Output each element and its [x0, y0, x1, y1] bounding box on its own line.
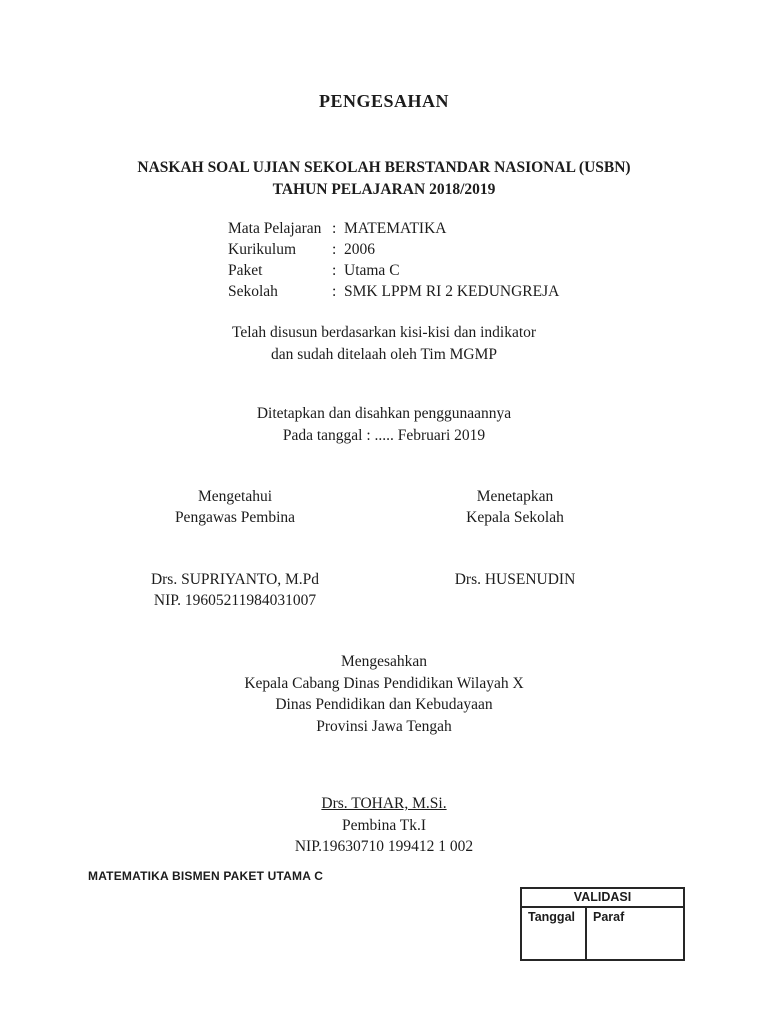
signatory-right-role-1: Menetapkan — [476, 488, 554, 505]
endorsement-line-3: Provinsi Jawa Tengah — [316, 717, 452, 735]
endorsement-line-2: Dinas Pendidikan dan Kebudayaan — [275, 696, 493, 713]
endorsement-line-1: Kepala Cabang Dinas Pendidikan Wilayah X — [244, 674, 524, 692]
validation-table-body — [522, 908, 683, 959]
endorser-rank: Pembina Tk.I — [341, 816, 427, 834]
validation-cell-tanggal: Tanggal — [522, 908, 587, 959]
signatory-left — [85, 486, 385, 611]
decree-block — [0, 403, 768, 446]
endorser-name: Drs. TOHAR, M.Si. — [321, 795, 447, 812]
metadata-value: 2006 — [344, 241, 375, 258]
metadata-label: Sekolah — [228, 283, 278, 300]
metadata-row-sekolah — [228, 281, 559, 302]
endorser-nip: NIP.19630710 199412 1 002 — [294, 838, 474, 855]
metadata-separator: : — [332, 220, 337, 237]
signatory-right-name: Drs. HUSENUDIN — [454, 571, 576, 588]
endorsement-block — [0, 651, 768, 737]
document-title: PENGESAHAN — [318, 91, 449, 111]
heading-line-2: TAHUN PELAJARAN 2018/2019 — [272, 181, 496, 198]
signatory-right-role-2: Kepala Sekolah — [466, 509, 564, 526]
statement-line-1: Telah disusun berdasarkan kisi-kisi dan indikator — [231, 324, 537, 341]
statement-block — [0, 322, 768, 365]
signatory-left-name: Drs. SUPRIYANTO, M.Pd — [150, 571, 320, 588]
signatory-left-nip: NIP. 19605211984031007 — [153, 592, 317, 609]
decree-line-1: Ditetapkan dan disahkan penggunaannya — [256, 405, 512, 422]
decree-line-2: Pada tanggal : ..... Februari 2019 — [282, 426, 486, 444]
signatory-right — [380, 486, 650, 590]
metadata-value: MATEMATIKA — [344, 220, 447, 237]
signatory-left-role-2: Pengawas Pembina — [174, 509, 296, 526]
metadata-label: Paket — [228, 262, 263, 279]
validation-table — [520, 887, 685, 961]
metadata-separator: : — [332, 241, 337, 258]
metadata-value: Utama C — [344, 262, 400, 279]
metadata-label: Kurikulum — [228, 241, 297, 258]
endorsement-heading: Mengesahkan — [340, 653, 428, 670]
metadata-row-paket — [228, 260, 559, 281]
statement-line-2: dan sudah ditelaah oleh Tim MGMP — [270, 345, 498, 363]
document-heading — [0, 157, 768, 201]
metadata-label: Mata Pelajaran — [228, 220, 322, 237]
signatory-left-role-1: Mengetahui — [197, 488, 273, 505]
exam-metadata-list — [228, 218, 559, 302]
metadata-row-kurikulum — [228, 239, 559, 260]
validation-table-title: VALIDASI — [522, 889, 683, 908]
heading-line-1: NASKAH SOAL UJIAN SEKOLAH BERSTANDAR NASIONAL (USBN) — [137, 159, 631, 176]
metadata-separator: : — [332, 262, 337, 279]
metadata-value: SMK LPPM RI 2 KEDUNGREJA — [344, 283, 560, 300]
endorser-block — [0, 793, 768, 858]
metadata-row-mata-pelajaran — [228, 218, 559, 239]
validation-cell-paraf: Paraf — [593, 910, 625, 924]
footer-note: MATEMATIKA BISMEN PAKET UTAMA C — [88, 869, 324, 883]
metadata-separator: : — [332, 283, 337, 300]
